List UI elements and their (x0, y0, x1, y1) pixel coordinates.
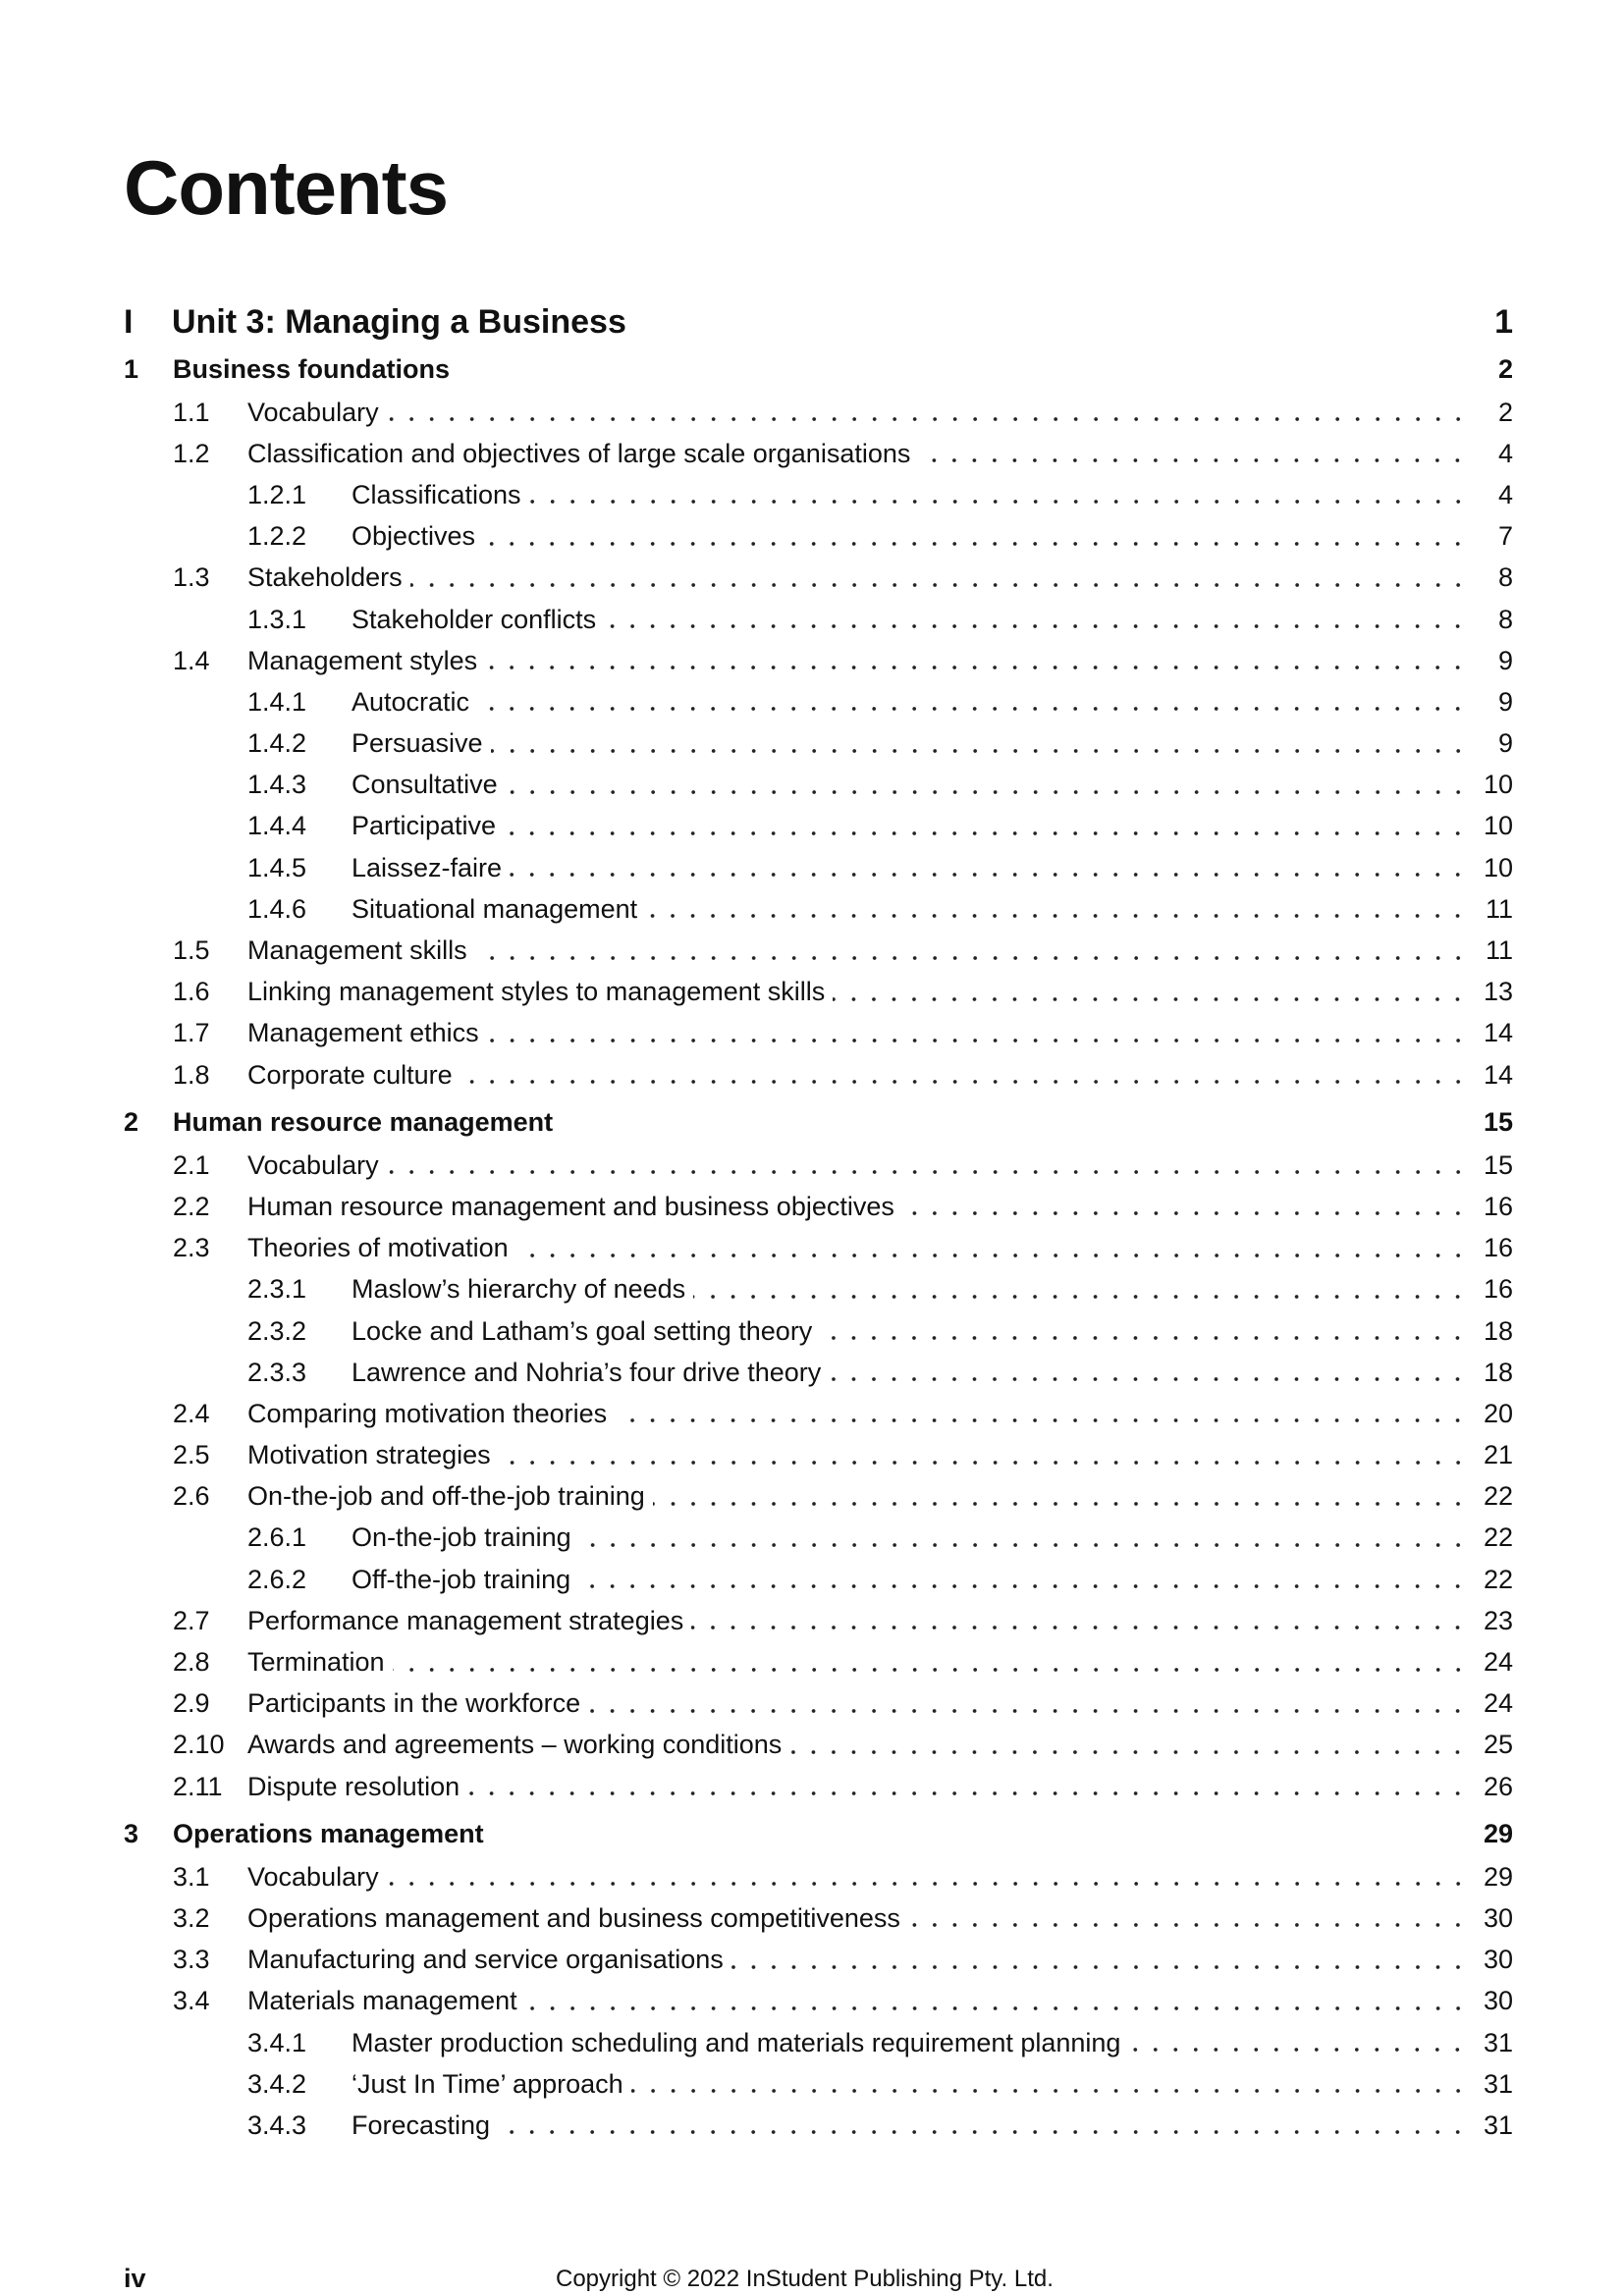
toc-subsection[interactable] (124, 1518, 1513, 1559)
dot-leader (631, 2086, 1468, 2096)
subsection-title: ‘Just In Time’ approach (352, 2069, 631, 2100)
toc-section[interactable] (124, 1435, 1513, 1476)
section-page-number: 23 (1483, 1605, 1513, 1635)
section-page-number: 16 (1483, 1233, 1513, 1263)
section-page-number: 25 (1483, 1730, 1513, 1760)
toc-subsection[interactable] (124, 888, 1513, 930)
section-number: 2.6 (173, 1481, 210, 1512)
dot-leader (393, 1665, 1468, 1675)
dot-leader (918, 455, 1468, 465)
toc-chapter[interactable] (124, 1811, 1513, 1856)
section-page-number: 8 (1497, 562, 1513, 593)
subsection-number: 1.4.5 (247, 852, 307, 882)
dot-leader (510, 870, 1468, 880)
section-number: 2.2 (173, 1191, 210, 1221)
section-number: 1.7 (173, 1018, 210, 1048)
section-page-number: 2 (1497, 397, 1513, 427)
toc-subsection[interactable] (124, 1352, 1513, 1393)
toc-section[interactable] (124, 1600, 1513, 1641)
section-number: 2.3 (173, 1233, 210, 1263)
subsection-number: 1.4.2 (247, 728, 307, 759)
section-page-number: 15 (1483, 1149, 1513, 1180)
toc-section[interactable] (124, 1981, 1513, 2022)
section-number: 3.2 (173, 1902, 210, 1933)
dot-leader (833, 994, 1468, 1004)
toc-section[interactable] (124, 930, 1513, 971)
subsection-number: 2.6.1 (247, 1522, 307, 1553)
section-number: 3.3 (173, 1945, 210, 1975)
dot-leader (504, 828, 1468, 838)
part-number: I (124, 302, 134, 341)
dot-leader (588, 1706, 1468, 1716)
toc-subsection[interactable] (124, 474, 1513, 515)
toc-subsection[interactable] (124, 806, 1513, 847)
chapter-page-number: 29 (1483, 1818, 1513, 1848)
section-page-number: 4 (1497, 438, 1513, 468)
dot-leader (506, 787, 1468, 797)
subsection-page-number: 22 (1483, 1564, 1513, 1594)
footer-copyright: Copyright © 2022 InStudent Publishing Pty. Ltd. (556, 2266, 1054, 2292)
subsection-title: Maslow’s hierarchy of needs (352, 1274, 693, 1305)
subsection-number: 3.4.2 (247, 2068, 307, 2099)
section-title: Operations management and business competitiveness (247, 1903, 908, 1934)
toc-section[interactable] (124, 1725, 1513, 1766)
subsection-page-number: 16 (1483, 1274, 1513, 1305)
toc-section[interactable] (124, 1186, 1513, 1227)
subsection-page-number: 31 (1483, 2068, 1513, 2099)
section-page-number: 30 (1483, 1986, 1513, 2016)
subsection-title: Lawrence and Nohria’s four drive theory (352, 1358, 829, 1388)
toc-subsection[interactable] (124, 1269, 1513, 1310)
dot-leader (820, 1333, 1468, 1343)
chapter-page-number: 2 (1497, 353, 1513, 384)
dot-leader (475, 953, 1468, 963)
section-page-number: 24 (1483, 1688, 1513, 1719)
dot-leader (789, 1747, 1468, 1757)
table-of-contents (124, 297, 1513, 2147)
subsection-title: Locke and Latham’s goal setting theory (352, 1316, 820, 1347)
section-number: 1.3 (173, 562, 210, 593)
dot-leader (499, 1458, 1468, 1468)
section-title: Classification and objectives of large scale organisations (247, 439, 918, 469)
toc-section[interactable] (124, 1940, 1513, 1981)
dot-leader (604, 621, 1468, 631)
subsection-page-number: 31 (1483, 2027, 1513, 2057)
subsection-title: Master production scheduling and materials requirement planning (352, 2028, 1128, 2058)
subsection-page-number: 31 (1483, 2109, 1513, 2140)
toc-section[interactable] (124, 1013, 1513, 1054)
subsection-number: 2.3.3 (247, 1357, 307, 1387)
chapter-number: 2 (124, 1106, 139, 1137)
section-number: 2.8 (173, 1647, 210, 1678)
toc-subsection[interactable] (124, 599, 1513, 640)
subsection-title: Off-the-job training (352, 1565, 578, 1595)
part-page-number: 1 (1494, 302, 1513, 341)
subsection-page-number: 18 (1483, 1357, 1513, 1387)
toc-section[interactable] (124, 1393, 1513, 1434)
subsection-number: 1.2.2 (247, 521, 307, 552)
subsection-page-number: 8 (1497, 604, 1513, 634)
section-title: Performance management strategies (247, 1606, 691, 1636)
section-number: 2.1 (173, 1149, 210, 1180)
section-title: Management styles (247, 646, 485, 676)
chapter-title: Business foundations (173, 354, 458, 385)
section-number: 2.10 (173, 1730, 225, 1760)
toc-section[interactable] (124, 1228, 1513, 1269)
chapter-title: Human resource management (173, 1107, 561, 1138)
toc-section[interactable] (124, 433, 1513, 474)
section-number: 1.6 (173, 977, 210, 1007)
section-title: Stakeholders (247, 562, 410, 593)
section-number: 1.5 (173, 935, 210, 966)
dot-leader (491, 746, 1468, 756)
subsection-page-number: 11 (1485, 893, 1513, 924)
dot-leader (645, 911, 1468, 921)
subsection-number: 2.3.1 (247, 1274, 307, 1305)
subsection-title: Forecasting (352, 2110, 498, 2141)
dot-leader (483, 539, 1468, 549)
section-title: Dispute resolution (247, 1772, 467, 1802)
chapter-number: 3 (124, 1818, 139, 1848)
subsection-page-number: 10 (1483, 770, 1513, 800)
toc-subsection[interactable] (124, 2063, 1513, 2105)
toc-section[interactable] (124, 1683, 1513, 1725)
toc-section[interactable] (124, 1641, 1513, 1682)
footer-page-number: iv (124, 2264, 146, 2293)
dot-leader (578, 1581, 1468, 1591)
dot-leader (529, 497, 1468, 507)
chapter-title: Operations management (173, 1819, 492, 1849)
dot-leader (467, 1789, 1468, 1798)
section-number: 2.5 (173, 1440, 210, 1470)
section-title: Management ethics (247, 1018, 487, 1048)
section-title: On-the-job and off-the-job training (247, 1481, 653, 1512)
dot-leader (460, 1077, 1468, 1087)
section-page-number: 14 (1483, 1018, 1513, 1048)
subsection-page-number: 9 (1497, 686, 1513, 717)
toc-section[interactable] (124, 392, 1513, 433)
dot-leader (829, 1374, 1468, 1384)
toc-subsection[interactable] (124, 681, 1513, 722)
subsection-title: Participative (352, 811, 504, 841)
section-number: 1.4 (173, 645, 210, 675)
toc-section[interactable] (124, 640, 1513, 681)
dot-leader (387, 1879, 1468, 1889)
toc-section[interactable] (124, 1766, 1513, 1807)
dot-leader (516, 1251, 1468, 1260)
toc-section[interactable] (124, 1145, 1513, 1186)
dot-leader (387, 414, 1468, 424)
subsection-number: 3.4.1 (247, 2027, 307, 2057)
dot-leader (498, 2127, 1468, 2137)
dot-leader (387, 1167, 1468, 1177)
subsection-title: Classifications (352, 480, 529, 510)
dot-leader (487, 1036, 1468, 1045)
toc-subsection[interactable] (124, 847, 1513, 888)
subsection-number: 1.3.1 (247, 604, 307, 634)
section-page-number: 16 (1483, 1191, 1513, 1221)
section-title: Materials management (247, 1986, 525, 2016)
subsection-title: Consultative (352, 770, 506, 800)
toc-section[interactable] (124, 1476, 1513, 1518)
section-page-number: 30 (1483, 1902, 1513, 1933)
subsection-title: Situational management (352, 894, 645, 925)
section-page-number: 30 (1483, 1945, 1513, 1975)
toc-subsection[interactable] (124, 1559, 1513, 1600)
subsection-page-number: 22 (1483, 1522, 1513, 1553)
subsection-number: 2.6.2 (247, 1564, 307, 1594)
section-title: Linking management styles to management skills (247, 977, 833, 1007)
subsection-title: Laissez-faire (352, 853, 510, 883)
toc-subsection[interactable] (124, 2022, 1513, 2063)
toc-section[interactable] (124, 1897, 1513, 1939)
section-number: 1.2 (173, 438, 210, 468)
section-title: Theories of motivation (247, 1233, 516, 1263)
section-title: Vocabulary (247, 398, 387, 428)
subsection-title: Stakeholder conflicts (352, 605, 604, 635)
subsection-number: 1.4.3 (247, 770, 307, 800)
toc-section[interactable] (124, 972, 1513, 1013)
section-page-number: 26 (1483, 1771, 1513, 1801)
subsection-page-number: 9 (1497, 728, 1513, 759)
section-number: 2.7 (173, 1605, 210, 1635)
dot-leader (908, 1920, 1468, 1930)
dot-leader (902, 1208, 1468, 1218)
section-title: Management skills (247, 935, 475, 966)
subsection-page-number: 18 (1483, 1315, 1513, 1346)
section-number: 3.1 (173, 1861, 210, 1892)
dot-leader (525, 2003, 1468, 2013)
toc-part[interactable] (124, 297, 1513, 347)
toc-section[interactable] (124, 558, 1513, 599)
dot-leader (693, 1292, 1468, 1302)
section-page-number: 14 (1483, 1059, 1513, 1090)
section-page-number: 29 (1483, 1861, 1513, 1892)
toc-section[interactable] (124, 1054, 1513, 1095)
subsection-title: Autocratic (352, 687, 477, 718)
dot-leader (477, 704, 1468, 714)
section-page-number: 22 (1483, 1481, 1513, 1512)
section-title: Awards and agreements – working conditions (247, 1730, 789, 1760)
subsection-number: 1.4.4 (247, 811, 307, 841)
section-title: Comparing motivation theories (247, 1399, 615, 1429)
toc-subsection[interactable] (124, 723, 1513, 765)
section-page-number: 13 (1483, 977, 1513, 1007)
section-number: 1.8 (173, 1059, 210, 1090)
section-page-number: 11 (1485, 935, 1513, 966)
section-page-number: 9 (1497, 645, 1513, 675)
part-title: Unit 3: Managing a Business (172, 303, 634, 342)
dot-leader (731, 1962, 1468, 1972)
dot-leader (615, 1415, 1468, 1425)
section-title: Participants in the workforce (247, 1688, 588, 1719)
subsection-number: 3.4.3 (247, 2109, 307, 2140)
dot-leader (691, 1623, 1468, 1632)
chapter-page-number: 15 (1483, 1106, 1513, 1137)
subsection-title: Persuasive (352, 728, 491, 759)
toc-subsection[interactable] (124, 765, 1513, 806)
subsection-title: On-the-job training (352, 1522, 579, 1553)
toc-subsection[interactable] (124, 516, 1513, 558)
section-title: Corporate culture (247, 1060, 460, 1091)
toc-section[interactable] (124, 1856, 1513, 1897)
dot-leader (579, 1540, 1468, 1550)
toc-subsection[interactable] (124, 1310, 1513, 1352)
dot-leader (1128, 2045, 1468, 2055)
section-number: 2.4 (173, 1398, 210, 1428)
section-page-number: 21 (1483, 1440, 1513, 1470)
section-number: 3.4 (173, 1986, 210, 2016)
toc-chapter[interactable] (124, 347, 1513, 392)
subsection-number: 1.2.1 (247, 479, 307, 509)
section-number: 1.1 (173, 397, 210, 427)
page-title: Contents (124, 144, 448, 231)
section-title: Motivation strategies (247, 1440, 499, 1470)
section-title: Human resource management and business objectives (247, 1192, 902, 1222)
subsection-title: Objectives (352, 521, 483, 552)
toc-chapter[interactable] (124, 1099, 1513, 1145)
subsection-page-number: 10 (1483, 852, 1513, 882)
subsection-page-number: 4 (1497, 479, 1513, 509)
section-number: 2.11 (173, 1771, 223, 1801)
dot-leader (653, 1499, 1468, 1509)
section-title: Termination (247, 1647, 393, 1678)
dot-leader (485, 663, 1468, 672)
section-number: 2.9 (173, 1688, 210, 1719)
subsection-page-number: 7 (1497, 521, 1513, 552)
subsection-number: 2.3.2 (247, 1315, 307, 1346)
subsection-number: 1.4.6 (247, 893, 307, 924)
subsection-page-number: 10 (1483, 811, 1513, 841)
section-title: Manufacturing and service organisations (247, 1945, 731, 1975)
toc-subsection[interactable] (124, 2105, 1513, 2146)
chapter-number: 1 (124, 353, 139, 384)
subsection-number: 1.4.1 (247, 686, 307, 717)
section-title: Vocabulary (247, 1150, 387, 1181)
section-page-number: 20 (1483, 1398, 1513, 1428)
dot-leader (410, 580, 1468, 590)
section-page-number: 24 (1483, 1647, 1513, 1678)
section-title: Vocabulary (247, 1862, 387, 1893)
